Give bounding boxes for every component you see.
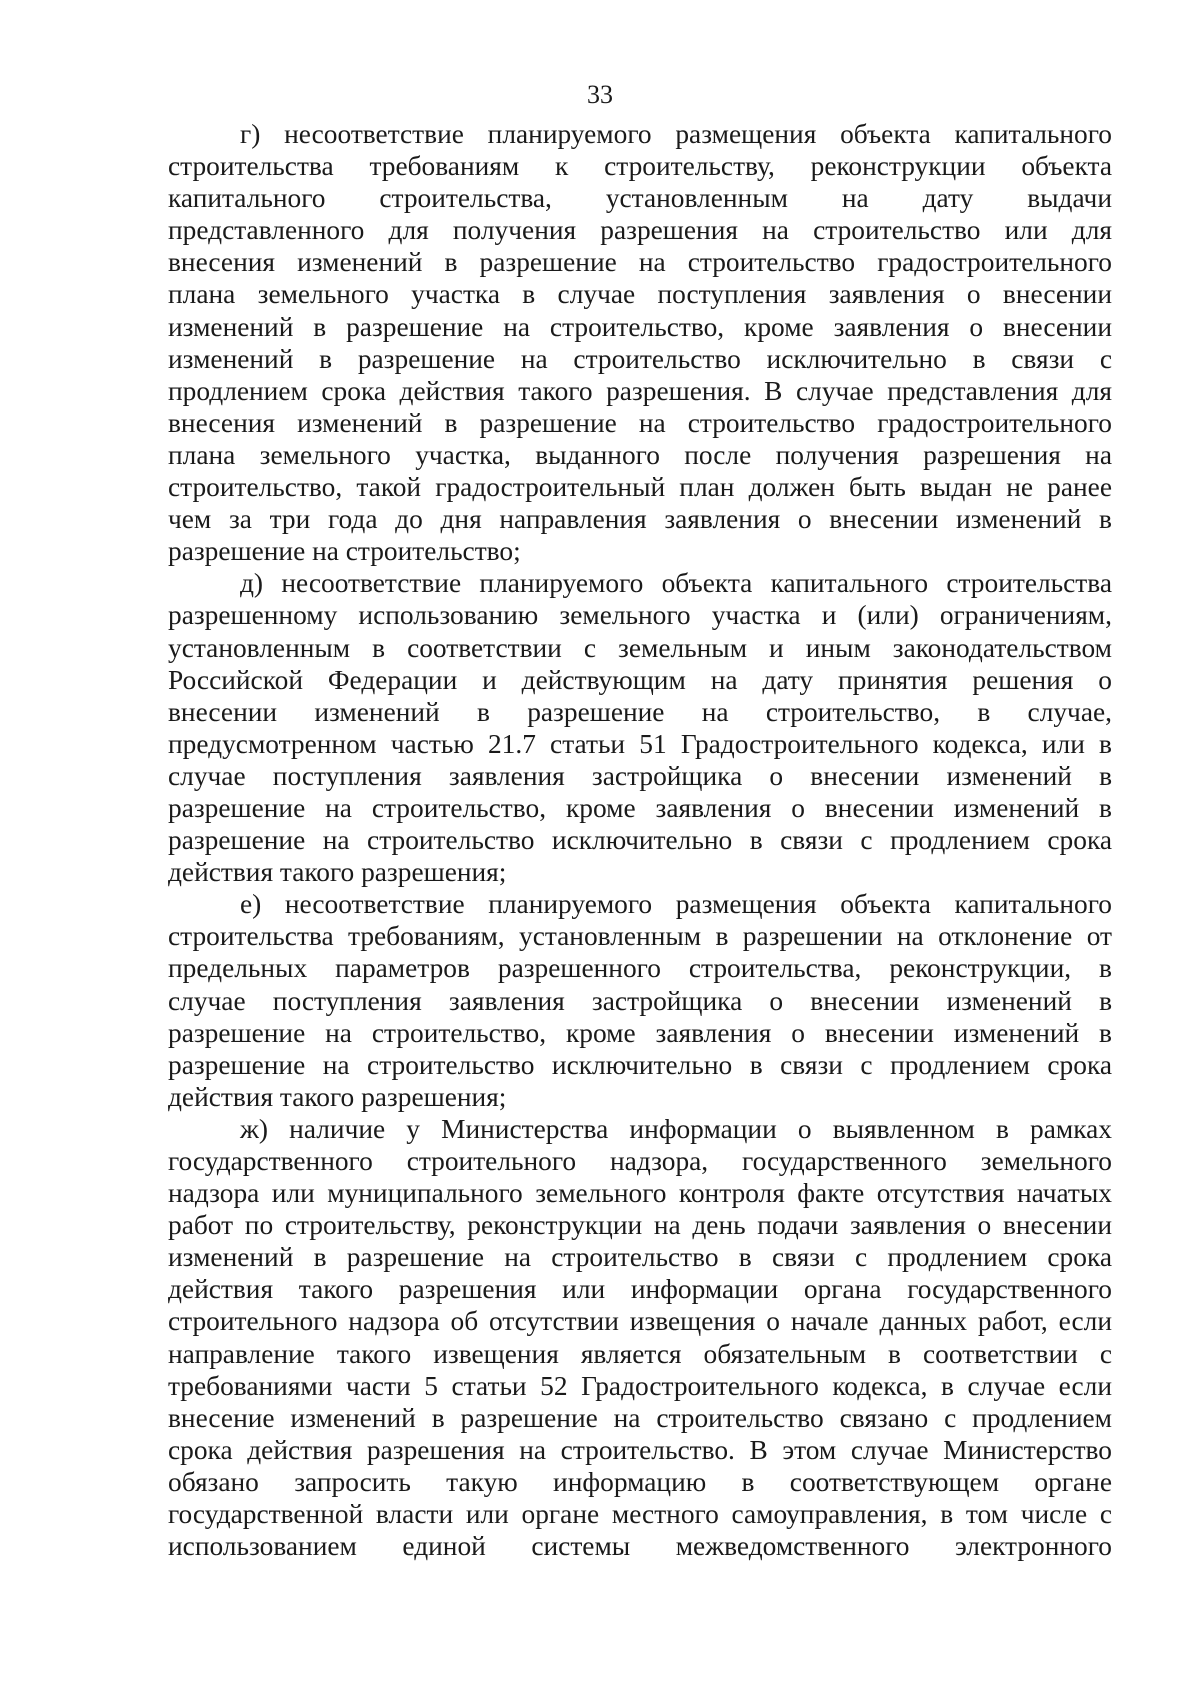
text-line: д) несоответствие планируемого объекта капитального строительства [240,568,1112,599]
text-line: разрешение на строительство исключительно в связи с продлением срока [168,825,1112,856]
paragraph-e [168,888,1112,1113]
text-line: плана земельного участка, выданного после получения разрешения на [168,439,1112,470]
text-line: разрешение на строительство исключительно в связи с продлением срока [168,1049,1112,1080]
text-line: государственного строительного надзора, государственного земельного [168,1146,1112,1176]
text-line: внесения изменений в разрешение на строительство градостроительного [168,407,1112,438]
text-line: изменений в разрешение на строительство в связи с продлением срока [168,1242,1112,1273]
text-line: срока действия разрешения на строительство. В этом случае Министерство [168,1434,1112,1465]
text-line: Российской Федерации и действующим на дату принятия решения о [168,664,1112,695]
text-line: разрешение на строительство, кроме заявления о внесении изменений в [168,792,1112,823]
text-line: предельных параметров разрешенного строительства, реконструкции, в [168,953,1112,984]
text-line: действия такого разрешения; [168,1081,507,1112]
text-line: строительного надзора об отсутствии извещения о начале данных работ, если [168,1306,1112,1337]
document-body [168,118,1112,1562]
text-line: г) несоответствие планируемого размещения объекта капитального [240,119,1112,149]
text-line: изменений в разрешение на строительство исключительно в связи с [168,343,1112,374]
text-line: предусмотренном частью 21.7 статьи 51 Градостроительного кодекса, или в [168,728,1112,759]
text-line: представленного для получения разрешения на строительство или для [168,215,1112,246]
paragraph-g [168,118,1112,567]
text-line: действия такого разрешения; [168,857,507,888]
text-line: государственной власти или органе местного самоуправления, в том числе с [168,1499,1112,1530]
text-line: изменений в разрешение на строительство, кроме заявления о внесении [168,311,1112,342]
text-line: разрешенному использованию земельного участка и (или) ограничениям, [168,600,1112,631]
text-line: плана земельного участка в случае поступления заявления о внесении [168,279,1112,310]
text-line: строительства требованиям к строительству, реконструкции объекта [168,151,1112,182]
text-line: капитального строительства, установленным на дату выдачи [168,183,1112,214]
text-line: строительство, такой градостроительный план должен быть выдан не ранее [168,472,1112,503]
text-line: внесении изменений в разрешение на строительство, в случае, [168,696,1112,727]
text-line: внесения изменений в разрешение на строительство градостроительного [168,247,1112,278]
text-line: разрешение на строительство; [168,536,521,567]
text-line: использованием единой системы межведомственного электронного [168,1531,1112,1562]
text-line: чем за три года до дня направления заявления о внесении изменений в [168,504,1112,535]
text-line: е) несоответствие планируемого размещения объекта капитального [240,889,1112,920]
text-line: требованиями части 5 статьи 52 Градостроительного кодекса, в случае если [168,1370,1112,1401]
paragraph-zh [168,1113,1112,1562]
text-line: ж) наличие у Министерства информации о выявленном в рамках [240,1113,1112,1144]
paragraph-d [168,567,1112,888]
text-line: внесение изменений в разрешение на строительство связано с продлением [168,1402,1112,1433]
text-line: разрешение на строительство, кроме заявления о внесении изменений в [168,1017,1112,1048]
text-line: действия такого разрешения или информации органа государственного [168,1274,1112,1305]
text-line: случае поступления заявления застройщика о внесении изменений в [168,985,1112,1016]
text-line: направление такого извещения является обязательным в соответствии с [168,1338,1112,1369]
text-line: строительства требованиям, установленным в разрешении на отклонение от [168,921,1112,952]
text-line: продлением срока действия такого разрешения. В случае представления для [168,375,1112,406]
text-line: обязано запросить такую информацию в соответствующем органе [168,1466,1112,1497]
text-line: работ по строительству, реконструкции на день подачи заявления о внесении [168,1210,1112,1241]
text-line: надзора или муниципального земельного контроля факте отсутствия начатых [168,1178,1112,1209]
page-number: 33 [587,80,613,109]
text-line: случае поступления заявления застройщика о внесении изменений в [168,760,1112,791]
text-line: установленным в соответствии с земельным и иным законодательством [168,632,1112,663]
